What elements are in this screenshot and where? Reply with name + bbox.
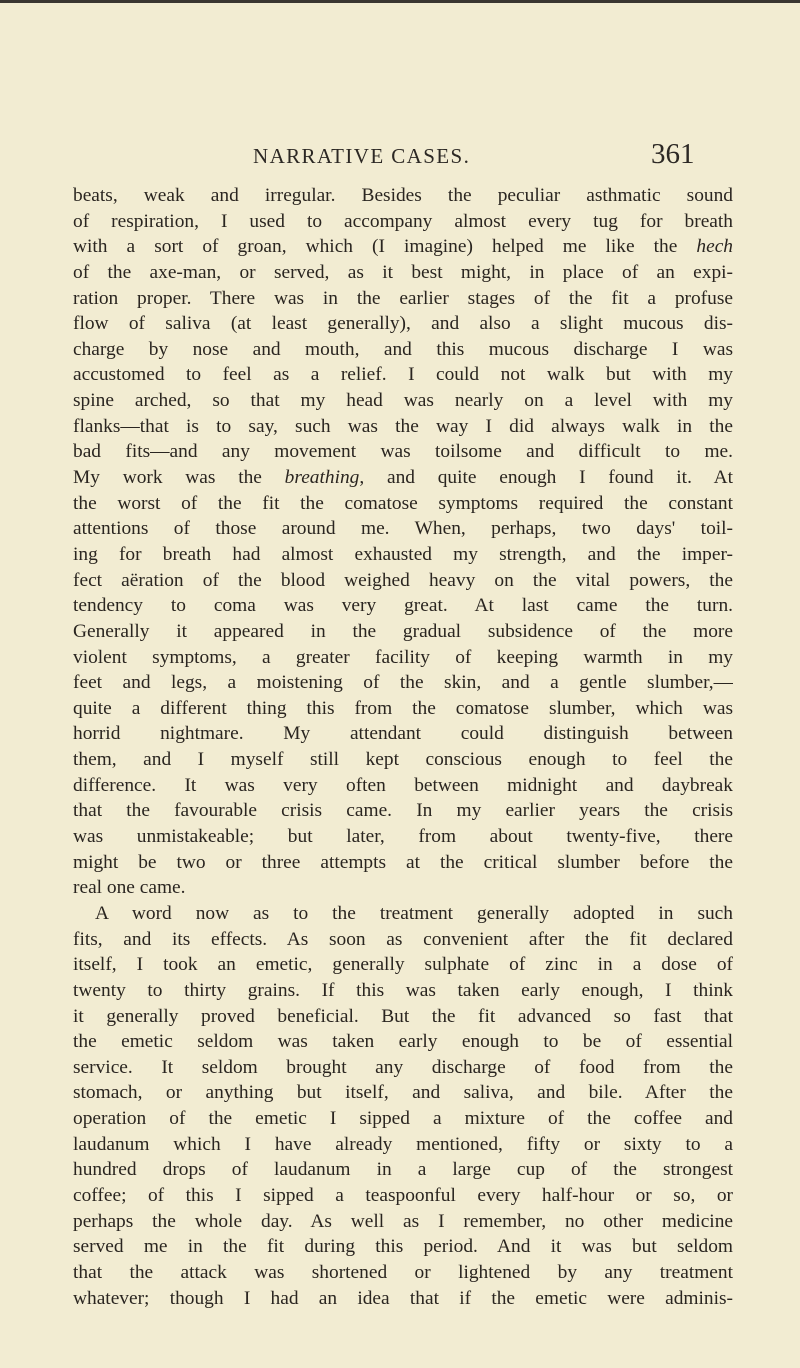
text-line bbox=[73, 388, 733, 414]
text-line bbox=[73, 1004, 733, 1030]
text-segment: attentions of those around me. When, perhaps, two days' toil- bbox=[73, 518, 733, 540]
text-segment: that the attack was shortened or lightened by any treatment bbox=[73, 1261, 733, 1283]
text-segment: difference. It was very often between midnight and daybreak bbox=[73, 774, 733, 796]
text-line bbox=[73, 952, 733, 978]
text-segment: of the axe-man, or served, as it best might, in place of an expi- bbox=[73, 261, 733, 283]
text-line bbox=[73, 1234, 733, 1260]
text-segment: fits, and its effects. As soon as convenient after the fit declared bbox=[73, 928, 733, 950]
text-segment: , and quite enough I found it. At bbox=[359, 467, 733, 489]
text-line bbox=[73, 1209, 733, 1235]
text-segment: My work was the bbox=[73, 467, 285, 489]
text-segment: spine arched, so that my head was nearly on a level with my bbox=[73, 390, 733, 412]
text-line bbox=[73, 747, 733, 773]
body-text bbox=[73, 183, 733, 1311]
running-head: NARRATIVE CASES. bbox=[253, 144, 471, 168]
text-segment: that the favourable crisis came. In my earlier years the crisis bbox=[73, 800, 733, 822]
text-segment: real one came. bbox=[73, 877, 186, 899]
text-segment: with a sort of groan, which (I imagine) helped me like the bbox=[73, 236, 697, 258]
text-segment: of respiration, I used to accompany almost every tug for breath bbox=[73, 210, 733, 232]
text-segment: coffee; of this I sipped a teaspoonful every half-hour or so, or bbox=[73, 1184, 733, 1206]
text-line bbox=[73, 234, 733, 260]
text-line bbox=[73, 1157, 733, 1183]
italic-word: breathing bbox=[284, 467, 360, 489]
text-line bbox=[73, 1286, 733, 1312]
text-line bbox=[73, 901, 733, 927]
text-line bbox=[73, 645, 733, 671]
text-line bbox=[73, 542, 733, 568]
text-segment: feet and legs, a moistening of the skin, and a gentle slumber,— bbox=[73, 672, 733, 694]
text-segment: flanks—that is to say, such was the way I did always walk in the bbox=[73, 415, 733, 437]
italic-word: hech bbox=[696, 236, 733, 258]
text-line bbox=[73, 491, 733, 517]
text-segment: them, and I myself still kept conscious enough to feel the bbox=[73, 749, 733, 771]
text-line bbox=[73, 260, 733, 286]
text-line bbox=[73, 209, 733, 235]
text-segment: charge by nose and mouth, and this mucous discharge I was bbox=[73, 338, 733, 360]
text-line bbox=[73, 978, 733, 1004]
text-segment: fect aëration of the blood weighed heavy on the vital powers, the bbox=[73, 569, 733, 591]
text-line bbox=[73, 927, 733, 953]
text-line bbox=[73, 619, 733, 645]
text-segment: might be two or three attempts at the critical slumber before the bbox=[73, 851, 733, 873]
text-line bbox=[73, 1260, 733, 1286]
text-line bbox=[73, 286, 733, 312]
text-segment: horrid nightmare. My attendant could distinguish between bbox=[73, 723, 733, 745]
text-segment: beats, weak and irregular. Besides the peculiar asthmatic sound bbox=[73, 185, 733, 206]
text-segment: whatever; though I had an idea that if the emetic were adminis- bbox=[73, 1287, 733, 1309]
text-line bbox=[73, 1132, 733, 1158]
text-segment: ration proper. There was in the earlier stages of the fit a profuse bbox=[73, 287, 733, 309]
page-header bbox=[0, 138, 800, 182]
text-segment: laudanum which I have already mentioned, fifty or sixty to a bbox=[73, 1133, 733, 1155]
text-line bbox=[73, 465, 733, 491]
text-line bbox=[73, 414, 733, 440]
text-line bbox=[73, 337, 733, 363]
text-segment: it generally proved beneficial. But the fit advanced so fast that bbox=[73, 1005, 733, 1027]
text-line bbox=[73, 568, 733, 594]
text-line bbox=[73, 439, 733, 465]
text-line bbox=[73, 1055, 733, 1081]
text-line bbox=[73, 721, 733, 747]
text-segment: violent symptoms, a greater facility of keeping warmth in my bbox=[73, 646, 733, 668]
text-line bbox=[73, 850, 733, 876]
text-segment: quite a different thing this from the comatose slumber, which was bbox=[73, 697, 733, 719]
text-segment: perhaps the whole day. As well as I remember, no other medicine bbox=[73, 1210, 733, 1232]
text-segment: flow of saliva (at least generally), and also a slight mucous dis- bbox=[73, 313, 733, 335]
text-segment: ing for breath had almost exhausted my strength, and the imper- bbox=[73, 543, 733, 565]
text-segment: operation of the emetic I sipped a mixture of the coffee and bbox=[73, 1108, 733, 1130]
text-segment: stomach, or anything but itself, and saliva, and bile. After the bbox=[73, 1082, 733, 1104]
text-line bbox=[73, 1183, 733, 1209]
text-line bbox=[73, 670, 733, 696]
page-edge bbox=[0, 0, 800, 3]
text-segment: tendency to coma was very great. At last came the turn. bbox=[73, 595, 733, 617]
text-line bbox=[73, 1080, 733, 1106]
text-line bbox=[73, 183, 733, 209]
text-segment: hundred drops of laudanum in a large cup of the strongest bbox=[73, 1159, 733, 1181]
text-line bbox=[73, 1106, 733, 1132]
text-line bbox=[73, 798, 733, 824]
text-segment: service. It seldom brought any discharge of food from the bbox=[73, 1056, 733, 1078]
text-line bbox=[73, 875, 733, 901]
text-line bbox=[73, 311, 733, 337]
text-segment: the worst of the fit the comatose symptoms required the constant bbox=[73, 492, 733, 514]
text-segment: bad fits—and any movement was toilsome and difficult to me. bbox=[73, 441, 733, 463]
text-segment: itself, I took an emetic, generally sulphate of zinc in a dose of bbox=[73, 954, 733, 976]
text-line bbox=[73, 696, 733, 722]
text-line bbox=[73, 824, 733, 850]
text-line bbox=[73, 1029, 733, 1055]
text-segment: A word now as to the treatment generally adopted in such bbox=[95, 902, 733, 924]
text-line bbox=[73, 516, 733, 542]
text-line bbox=[73, 773, 733, 799]
text-segment: served me in the fit during this period. And it was but seldom bbox=[73, 1236, 733, 1258]
text-segment: twenty to thirty grains. If this was taken early enough, I think bbox=[73, 979, 733, 1001]
text-line bbox=[73, 593, 733, 619]
page-number: 361 bbox=[651, 138, 695, 170]
text-line bbox=[73, 362, 733, 388]
text-segment: Generally it appeared in the gradual subsidence of the more bbox=[73, 620, 733, 642]
text-segment: the emetic seldom was taken early enough to be of essential bbox=[73, 1031, 733, 1053]
text-segment: accustomed to feel as a relief. I could not walk but with my bbox=[73, 364, 733, 386]
text-segment: was unmistakeable; but later, from about twenty-five, there bbox=[73, 826, 733, 848]
